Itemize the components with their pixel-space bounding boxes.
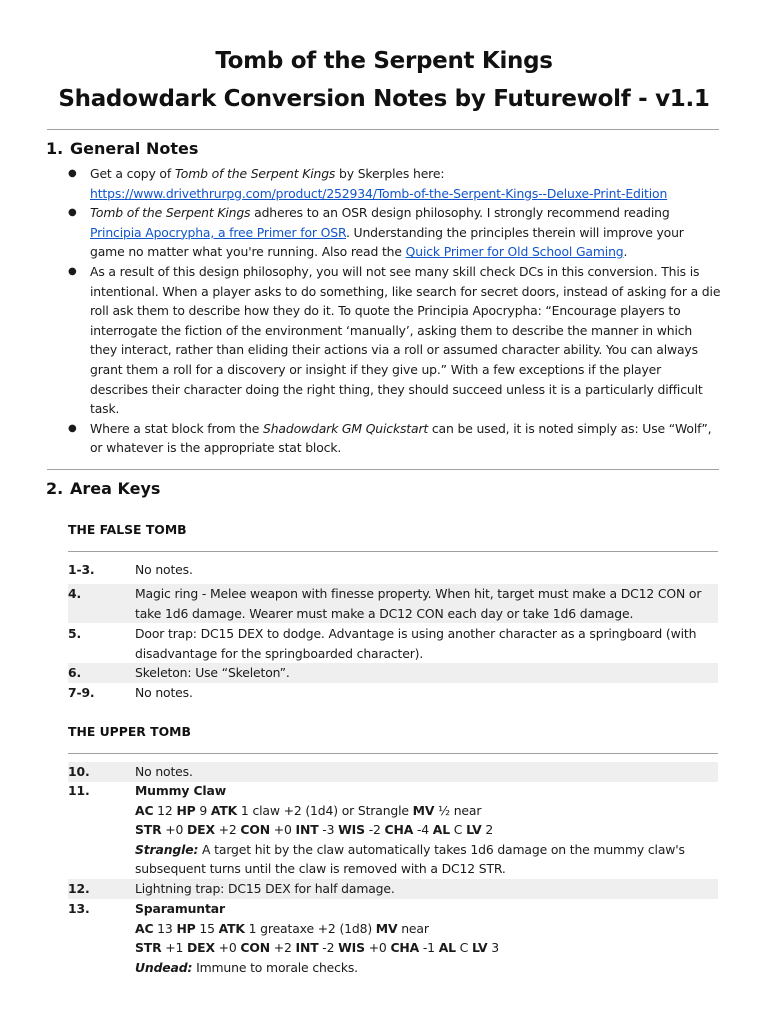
table-row: 4. Magic ring - Melee weapon with finesse property. When hit, target must make a DC12 CON or take 1d6 damage. Wearer must make a DC12 CON each day or take 1d6 damage.: [68, 584, 718, 623]
monster-name: Mummy Claw: [135, 783, 227, 798]
list-item: ● Tomb of the Serpent Kings adheres to an OSR design philosophy. I strongly recommend reading Principia Apocrypha, a free Primer for OSR. Understanding the principles therein will improve your game no matter what you're running. Also read the Quick Primer for Old School Gaming.: [68, 205, 684, 260]
table-row: 10. No notes.: [68, 762, 718, 782]
drivethrurpg-link[interactable]: https://www.drivethrurpg.com/product/252934/Tomb-of-the-Serpent-Kings--Deluxe-Print-Edition: [90, 185, 668, 201]
table-row: 7-9. No notes.: [68, 685, 193, 700]
bullet-icon: ●: [68, 207, 77, 219]
stat-block-mummy-claw: 11. Mummy Claw AC 12 HP 9 ATK 1 claw +2 (1d4) or Strangle MV ½ near STR +0 DEX +2 CON +0 INT -3 WIS -2 CHA -4 AL C LV 2 Strangle: A target hit by the claw automatically takes 1d6 damage on the mummy claw's subsequent turns until the claw is removed with a DC12 STR.: [68, 783, 685, 877]
section-heading-area-keys: 2. Area Keys: [46, 479, 161, 498]
table-row: 12. Lightning trap: DC15 DEX for half damage.: [68, 879, 718, 899]
table-row: 6. Skeleton: Use “Skeleton”.: [68, 663, 718, 683]
list-item: ● As a result of this design philosophy, you will not see many skill check DCs in this conversion. This is intentional. When a player asks to do something, like search for secret doors, instead of asking for a die roll ask them to describe how they do it. To quote the Principia Apocrypha: “Encourage players to interrogate the fiction of the environment ‘manually’, asking them to describe the manner in which they interact, rather than eliding their actions via a roll or assumed character ability. You can always grant them a roll for a discovery or insight if they give up.” With a few exceptions if the player describes their character doing the right thing, they should succeed unless it is a particularly difficult task.: [68, 263, 721, 417]
quick-primer-link[interactable]: Quick Primer for Old School Gaming: [405, 244, 624, 260]
divider: [47, 129, 719, 130]
stat-block-sparamuntar: 13. Sparamuntar AC 13 HP 15 ATK 1 greataxe +2 (1d8) MV near STR +1 DEX +0 CON +2 INT -2 WIS +0 CHA -1 AL C LV 3 Undead: Immune to morale checks.: [68, 901, 499, 975]
document-title: Tomb of the Serpent Kings: [215, 48, 553, 74]
subsection-false-tomb: THE FALSE TOMB: [68, 522, 187, 537]
document-subtitle: Shadowdark Conversion Notes by Futurewolf - v1.1: [58, 86, 710, 112]
list-item: ● Get a copy of Tomb of the Serpent Kings by Skerples here: https://www.drivethrurpg.com/product/252934/Tomb-of-the-Serpent-Kings--Deluxe-Print-Edition: [68, 166, 668, 201]
list-item: ● Where a stat block from the Shadowdark GM Quickstart can be used, it is noted simply as: Use “Wolf”, or whatever is the appropriate stat block.: [68, 420, 712, 456]
bullet-icon: ●: [68, 265, 77, 277]
bullet-icon: ●: [68, 168, 77, 179]
section-heading-general-notes: 1. General Notes: [46, 139, 199, 158]
divider: [68, 551, 718, 552]
monster-name: Sparamuntar: [135, 901, 225, 916]
principia-apocrypha-link[interactable]: Principia Apocrypha, a free Primer for OSR: [90, 224, 346, 240]
bullet-icon: ●: [68, 422, 77, 434]
table-row: 1-3. No notes.: [68, 562, 193, 577]
table-row: 5. Door trap: DC15 DEX to dodge. Advantage is using another character as a springboard (with disadvantage for the springboarded character).: [68, 626, 697, 661]
general-notes-list: [68, 164, 722, 458]
divider: [47, 469, 719, 470]
subsection-upper-tomb: THE UPPER TOMB: [68, 724, 191, 739]
divider: [68, 753, 718, 754]
